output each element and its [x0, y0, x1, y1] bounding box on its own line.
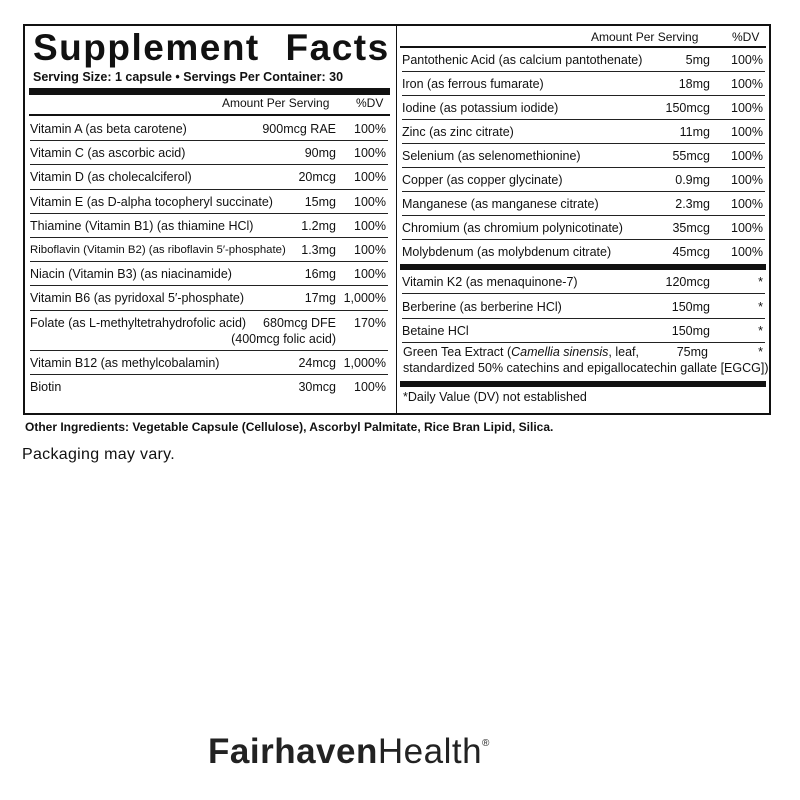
nutrient-amount: 150mcg [665, 101, 710, 115]
green-tea-dv: * [758, 345, 763, 359]
nutrient-amount: 1.2mg [301, 218, 336, 233]
nutrient-row [402, 270, 765, 294]
nutrient-dv: 100% [731, 245, 763, 259]
nutrient-name: Biotin [30, 379, 62, 394]
nutrient-amount: 120mcg [665, 275, 710, 289]
right-bottom-thick-rule [400, 381, 766, 387]
dv-footnote: *Daily Value (DV) not established [403, 390, 587, 404]
nutrient-name: Molybdenum (as molybdenum citrate) [402, 245, 612, 259]
nutrient-row [402, 216, 765, 240]
nutrient-amount: 0.9mg [675, 173, 710, 187]
nutrient-amount: 55mcg [672, 149, 710, 163]
nutrient-name: Vitamin E (as D-alpha tocopheryl succinate) [30, 194, 273, 209]
green-tea-row [403, 344, 769, 380]
nutrient-dv: 100% [354, 170, 386, 185]
nutrient-row [30, 351, 388, 375]
nutrient-amount: 2.3mg [675, 197, 710, 211]
nutrient-row [402, 319, 765, 343]
nutrient-row [402, 168, 765, 192]
right-thick-rule [400, 264, 766, 270]
left-thick-rule [29, 88, 390, 95]
nutrient-name: Betaine HCl [402, 324, 469, 338]
nutrient-amount: 17mg [304, 291, 336, 306]
nutrient-dv: 100% [731, 101, 763, 115]
nutrient-name: Folate (as L-methyltetrahydrofolic acid) [30, 315, 247, 330]
nutrient-dv: 1,000% [343, 355, 386, 370]
nutrient-amount: 680mcg DFE [263, 315, 336, 330]
nutrient-row [30, 141, 388, 165]
nutrient-amount: 11mg [679, 125, 710, 139]
nutrient-row [402, 295, 765, 319]
green-tea-amount: 75mg [676, 345, 708, 359]
packaging-note: Packaging may vary. [22, 446, 176, 463]
serving-info: Serving Size: 1 capsule • Servings Per Container: 30 [33, 70, 344, 84]
panel-title: Supplement Facts [33, 27, 390, 68]
nutrient-name: Iodine (as potassium iodide) [402, 101, 559, 115]
nutrient-row [30, 190, 388, 214]
row-divider [402, 342, 765, 343]
nutrient-dv: 100% [354, 379, 386, 394]
nutrient-name: Pantothenic Acid (as calcium pantothenate) [402, 53, 643, 67]
nutrient-name: Zinc (as zinc citrate) [402, 125, 514, 139]
nutrient-row [402, 144, 765, 168]
nutrient-name: Berberine (as berberine HCl) [402, 299, 562, 314]
nutrient-dv: 1,000% [343, 291, 386, 306]
nutrient-dv: 100% [731, 53, 763, 67]
nutrient-row [402, 48, 765, 72]
nutrient-name: Thiamine (Vitamin B1) (as thiamine HCl) [30, 218, 254, 233]
nutrient-amount: 16mg [304, 267, 336, 282]
nutrient-row [30, 286, 388, 310]
left-amount-header: Amount Per Serving [222, 96, 330, 110]
nutrient-amount: 1.3mg [301, 243, 336, 257]
nutrient-amount: 20mcg [298, 170, 336, 185]
nutrient-amount: 900mcg RAE [262, 122, 336, 136]
right-amount-header: Amount Per Serving [591, 30, 699, 44]
nutrient-row [30, 214, 388, 238]
nutrient-name: Chromium (as chromium polynicotinate) [402, 221, 623, 235]
nutrient-row [30, 238, 388, 262]
nutrient-name: Iron (as ferrous fumarate) [402, 77, 544, 91]
registered-mark: ® [482, 738, 490, 749]
nutrient-row [402, 96, 765, 120]
nutrient-name: Copper (as copper glycinate) [402, 173, 563, 187]
nutrient-dv: 100% [731, 173, 763, 187]
nutrient-amount-note: (400mcg folic acid) [231, 331, 336, 346]
green-tea-latin: Camellia sinensis [511, 345, 609, 359]
nutrient-amount: 30mcg [298, 379, 336, 394]
nutrient-dv: 100% [731, 77, 763, 91]
nutrient-name: Vitamin C (as ascorbic acid) [30, 146, 186, 161]
nutrient-dv: 100% [354, 146, 386, 161]
nutrient-row [30, 165, 388, 189]
nutrient-dv: * [758, 299, 763, 314]
nutrient-dv: 100% [354, 122, 386, 136]
nutrient-name: Selenium (as selenomethionine) [402, 149, 581, 163]
right-dv-header: %DV [732, 30, 760, 44]
nutrient-row [30, 311, 388, 351]
nutrient-name: Vitamin B12 (as methylcobalamin) [30, 355, 220, 370]
nutrient-amount: 5mg [685, 53, 710, 67]
green-tea-suffix: , leaf, [608, 345, 639, 359]
nutrient-name: Niacin (Vitamin B3) (as niacinamide) [30, 267, 232, 282]
nutrient-amount: 150mg [671, 324, 710, 338]
nutrient-name: Manganese (as manganese citrate) [402, 197, 599, 211]
nutrient-row [402, 240, 765, 264]
nutrient-name: Vitamin K2 (as menaquinone-7) [402, 275, 578, 289]
nutrient-row [30, 262, 388, 286]
nutrient-row [402, 72, 765, 96]
nutrient-dv: 100% [731, 197, 763, 211]
column-divider [396, 26, 397, 413]
green-tea-prefix: Green Tea Extract ( [403, 345, 512, 359]
nutrient-amount: 45mcg [672, 245, 710, 259]
nutrient-row [402, 192, 765, 216]
brand-part1: Fairhaven [208, 732, 378, 771]
nutrient-amount: 150mg [671, 299, 710, 314]
nutrient-dv: 100% [354, 218, 386, 233]
nutrient-amount: 15mg [304, 194, 336, 209]
nutrient-row [30, 375, 388, 399]
nutrient-dv: 100% [731, 125, 763, 139]
other-ingredients: Other Ingredients: Vegetable Capsule (Cellulose), Ascorbyl Palmitate, Rice Bran Lipid, Silica. [25, 420, 554, 434]
nutrient-name: Riboflavin (Vitamin B2) (as riboflavin 5′-phosphate) [30, 244, 286, 256]
nutrient-dv: 100% [731, 221, 763, 235]
nutrient-dv: 100% [354, 194, 386, 209]
nutrient-name: Vitamin D (as cholecalciferol) [30, 170, 192, 185]
nutrient-dv: 100% [354, 243, 386, 257]
nutrient-dv: 170% [354, 315, 386, 330]
nutrient-amount: 35mcg [672, 221, 710, 235]
nutrient-amount: 24mcg [298, 355, 336, 370]
nutrient-amount: 90mg [304, 146, 336, 161]
nutrient-dv: 100% [731, 149, 763, 163]
nutrient-row [30, 117, 388, 141]
green-tea-line1 [403, 344, 765, 360]
left-header-rule [29, 114, 390, 116]
brand-part2: Health [377, 732, 483, 771]
nutrient-amount: 18mg [678, 77, 710, 91]
left-dv-header: %DV [356, 96, 384, 110]
nutrient-row [402, 120, 765, 144]
nutrient-dv: 100% [354, 267, 386, 282]
brand-logo [208, 732, 490, 772]
nutrient-dv: * [758, 275, 763, 289]
nutrient-dv: * [758, 324, 763, 338]
nutrient-name: Vitamin B6 (as pyridoxal 5′-phosphate) [30, 291, 245, 306]
green-tea-line2: standardized 50% catechins and epigallocatechin gallate [EGCG]) [403, 361, 769, 375]
nutrient-name: Vitamin A (as beta carotene) [30, 122, 187, 136]
